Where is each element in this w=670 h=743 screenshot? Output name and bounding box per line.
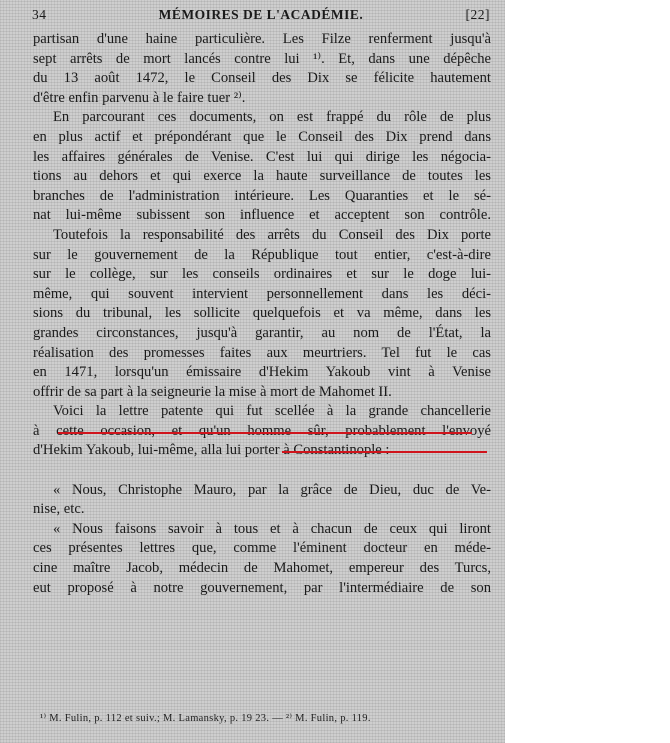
text-line: en 1471, lorsqu'un émissaire d'Hekim Yakoub vint à Venise xyxy=(33,364,491,381)
red-underline-1 xyxy=(58,432,472,434)
text-line: tions au dehors et qui exerce la haute surveillance de toutes les xyxy=(33,168,491,185)
text-line: partisan d'une haine particulière. Les Filze renferment jusqu'à xyxy=(33,31,491,47)
text-line: même, qui souvent intervient personnellement dans les déci- xyxy=(33,285,491,302)
text-line: Voici la lettre patente qui fut scellée à la grande chancellerie xyxy=(53,403,491,420)
text-line: « Nous, Christophe Mauro, par la grâce de Dieu, duc de Ve- xyxy=(53,481,491,498)
body-text xyxy=(33,30,491,598)
text-line: les affaires générales de Venise. C'est lui qui dirige les négocia- xyxy=(33,148,491,165)
text-line: eut proposé à notre gouvernement, par l'intermédiaire de son xyxy=(33,579,491,596)
text-line: cine maître Jacob, médecin de Mahomet, empereur des Turcs, xyxy=(33,560,491,577)
text-line: branches de l'administration intérieure. Les Quaranties et le sé- xyxy=(33,187,491,204)
page-number: 34 xyxy=(32,7,47,22)
text-line: d'Hekim Yakoub, lui-même, alla lui porter à Constantinople : xyxy=(33,442,390,459)
text-line: sions du tribunal, les sollicite quelquefois et va même, dans les xyxy=(33,305,491,322)
text-line: sur le gouvernement de la République tout entier, c'est-à-dire xyxy=(33,246,491,263)
text-line: d'être enfin parvenu à le faire tuer ²⁾. xyxy=(33,89,246,106)
text-line: En parcourant ces documents, on est frappé du rôle de plus xyxy=(53,109,491,126)
text-line: offrir de sa part à la seigneurie la mise à mort de Mahomet II. xyxy=(33,383,392,400)
text-line: réalisation des promesses faites aux meurtriers. Tel fut le cas xyxy=(33,344,491,361)
text-line: en plus actif et prépondérant que le Conseil des Dix prend dans xyxy=(33,128,491,145)
red-underline-2 xyxy=(282,451,487,453)
running-title: MÉMOIRES DE L'ACADÉMIE. xyxy=(158,7,364,22)
page-header xyxy=(32,7,490,27)
footnotes: ¹⁾ M. Fulin, p. 112 et suiv.; M. Lamansky, p. 19 23. — ²⁾ M. Fulin, p. 119. xyxy=(40,713,371,724)
text-line: Toutefois la responsabilité des arrêts du Conseil des Dix porte xyxy=(53,226,491,243)
blank-line xyxy=(33,461,491,481)
bracket-number: [22] xyxy=(465,7,490,22)
text-line: nat lui-même subissent son influence et acceptent son contrôle. xyxy=(33,207,491,224)
text-line: sur le collège, sur les conseils ordinaires et sur le doge lui- xyxy=(33,266,491,283)
text-line: ces présentes lettres que, comme l'éminent docteur en méde- xyxy=(33,540,491,557)
text-line: à cette occasion, et qu'un homme sûr, probablement l'envoyé xyxy=(33,422,491,439)
text-line: grandes circonstances, jusqu'à garantir, au nom de l'État, la xyxy=(33,324,491,341)
text-line: nise, etc. xyxy=(33,501,85,518)
text-line: du 13 août 1472, le Conseil des Dix se félicite hautement xyxy=(33,70,491,87)
text-line: « Nous faisons savoir à tous et à chacun de ceux qui liront xyxy=(53,520,491,537)
text-line: sept arrêts de mort lancés contre lui ¹⁾. Et, dans une dépêche xyxy=(33,50,491,67)
